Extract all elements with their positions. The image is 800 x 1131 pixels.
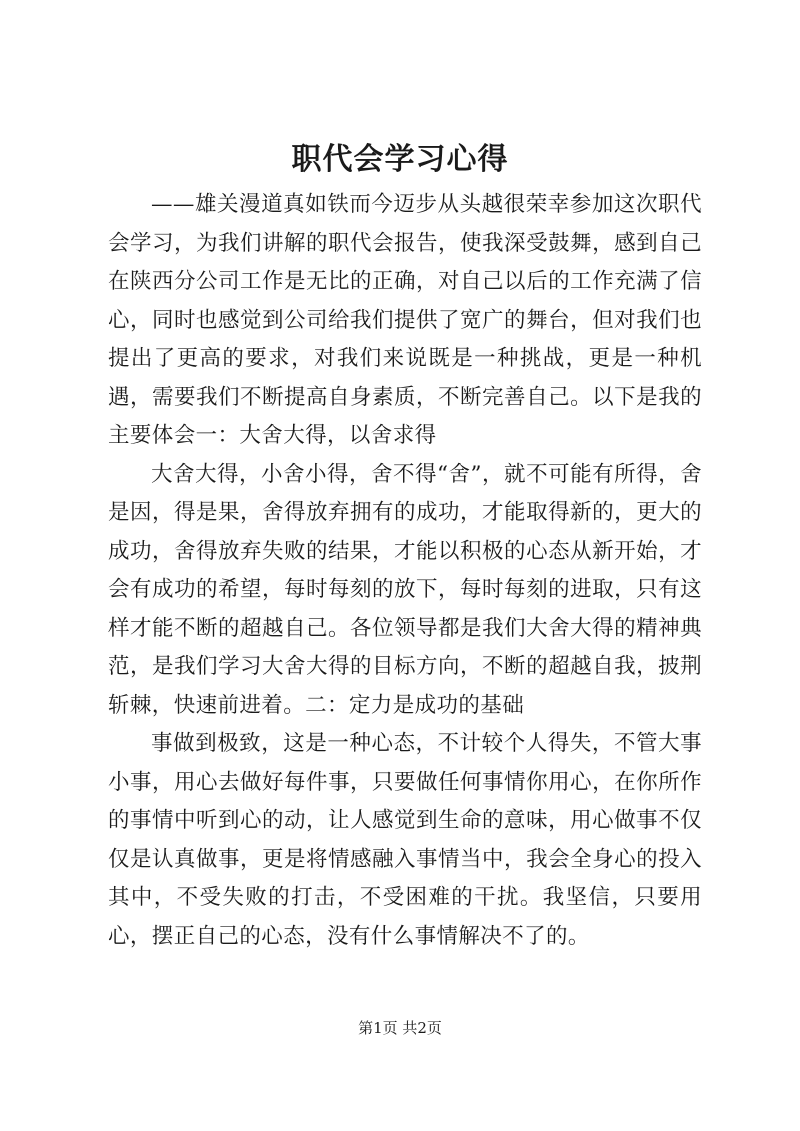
paragraph-focus: 事做到极致，这是一种心态，不计较个人得失，不管大事小事，用心去做好每件事，只要做任何事情你用心，在你所作的事情中听到心的动，让人感觉到生命的意味，用心做事不仅仅是认真做事，更是将情感融入事情当中，我会全身心的投入其中，不受失败的打击，不受困难的干扰。我坚信，只要用心，摆正自己的心态，没有什么事情解决不了的。 — [108, 731, 702, 949]
page-number-footer: 第1页 共2页 — [358, 1019, 442, 1037]
paragraph-intro: ——雄关漫道真如铁而今迈步从头越很荣幸参加这次职代会学习，为我们讲解的职代会报告，使我深受鼓舞，感到自己在陕西分公司工作是无比的正确，对自己以后的工作充满了信心，同时也感觉到公司给我们提供了宽广的舞台，但对我们也提出了更高的要求，对我们来说既是一种挑战，更是一种机遇，需要我们不断提高自身素质，不断完善自己。以下是我的主要体会一：大舍大得，以舍求得 — [108, 192, 702, 448]
document-title: 职代会学习心得 — [291, 142, 509, 177]
document-body — [108, 186, 702, 956]
paragraph-sacrifice: 大舍大得，小舍小得，舍不得“舍”，就不可能有所得，舍是因，得是果，舍得放弃拥有的成功，才能取得新的，更大的成功，舍得放弃失败的结果，才能以积极的心态从新开始，才会有成功的希望，每时每刻的放下，每时每刻的进取，只有这样才能不断的超越自己。各位领导都是我们大舍大得的精神典范，是我们学习大舍大得的目标方向，不断的超越自我，披荆斩棘，快速前进着。二：定力是成功的基础 — [108, 461, 702, 718]
